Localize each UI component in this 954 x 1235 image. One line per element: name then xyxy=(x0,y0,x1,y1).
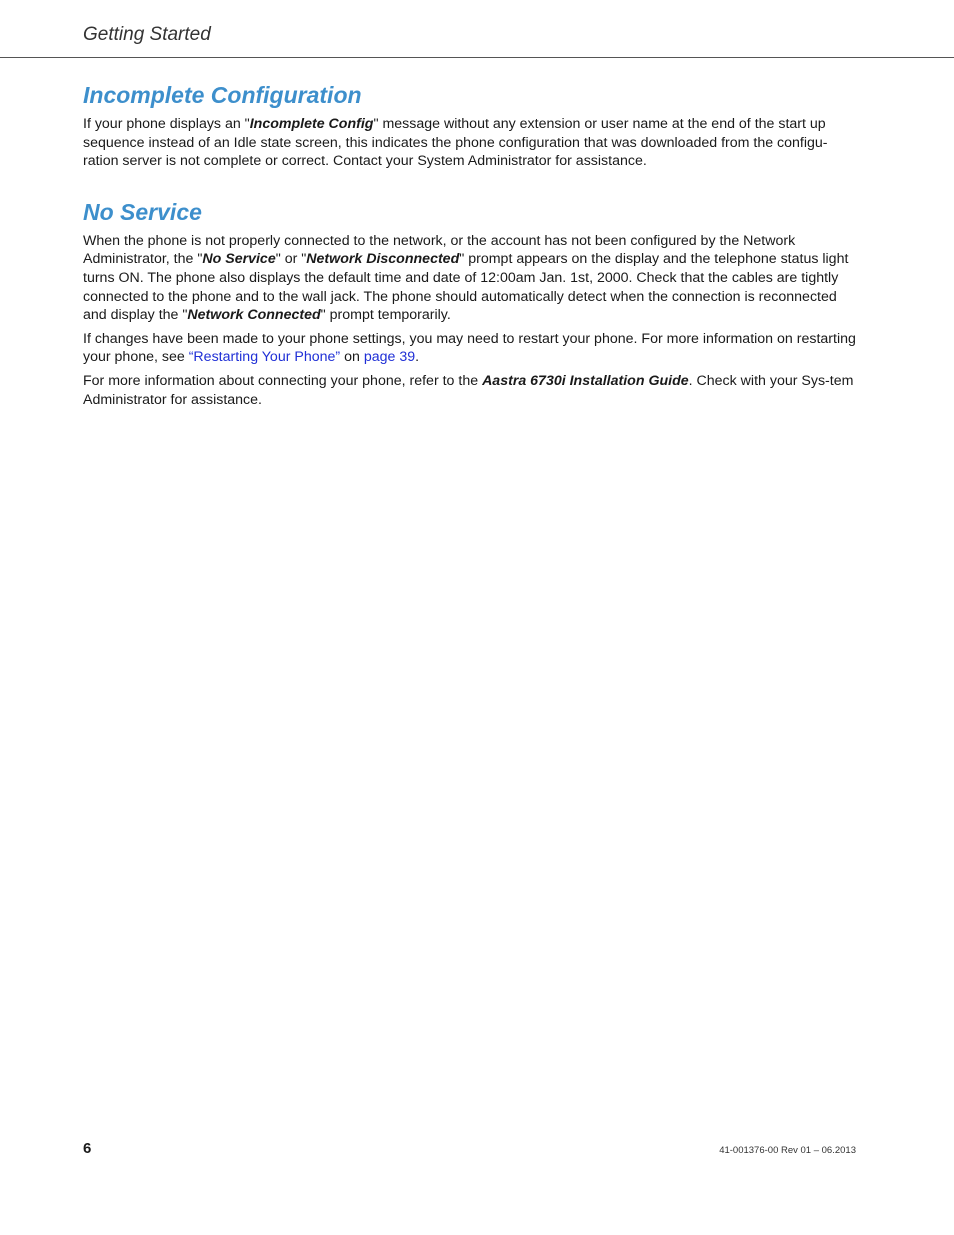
term-no-service: No Service xyxy=(202,251,276,268)
paragraph-no-service: When the phone is not properly connected to the network, or the account has not been configured by the Network Administrator, the "No Service" or "Network Disconnected" prompt appears on the display and the telephone status light turns ON. The phone also displays the default time and date of 12:00am Jan. 1st, 2000. Check that the cables are tightly connected to the phone and to the wall jack. The phone should automatically detect when the connection is reconnected and display the "Network Connected" prompt temporarily. xyxy=(83,232,849,324)
paragraph-incomplete-config: If your phone displays an "Incomplete Config" message without any extension or user name at the end of the start up sequence instead of an Idle state screen, this indicates the phone configuration that was downloaded from the configu-ration server is not complete or correct. Contact your System Administrator for assistance. xyxy=(83,116,828,170)
term-network-connected: Network Connected xyxy=(187,307,321,324)
header-rule xyxy=(0,57,954,58)
link-restarting-your-phone[interactable]: “Restarting Your Phone” xyxy=(188,349,341,366)
running-header-section: Getting Started xyxy=(83,24,211,45)
paragraph-installation-guide: For more information about connecting your phone, refer to the Aastra 6730i Installation Guide. Check with your Sys-tem Administrator for assistance. xyxy=(83,372,854,408)
term-network-disconnected: Network Disconnected xyxy=(306,251,460,268)
term-installation-guide: Aastra 6730i Installation Guide xyxy=(482,372,689,389)
page-body xyxy=(83,78,856,409)
document-id: 41-001376-00 Rev 01 – 06.2013 xyxy=(719,1145,856,1156)
heading-incomplete-configuration: Incomplete Configuration xyxy=(83,82,362,108)
term-incomplete-config: Incomplete Config xyxy=(249,116,374,132)
link-page-39[interactable]: page 39 xyxy=(363,349,416,366)
heading-no-service: No Service xyxy=(83,198,202,225)
page-number: 6 xyxy=(83,1140,92,1157)
paragraph-restart: If changes have been made to your phone settings, you may need to restart your phone. For more information on restarting your phone, see “Restarting Your Phone” on page 39. xyxy=(83,330,856,366)
